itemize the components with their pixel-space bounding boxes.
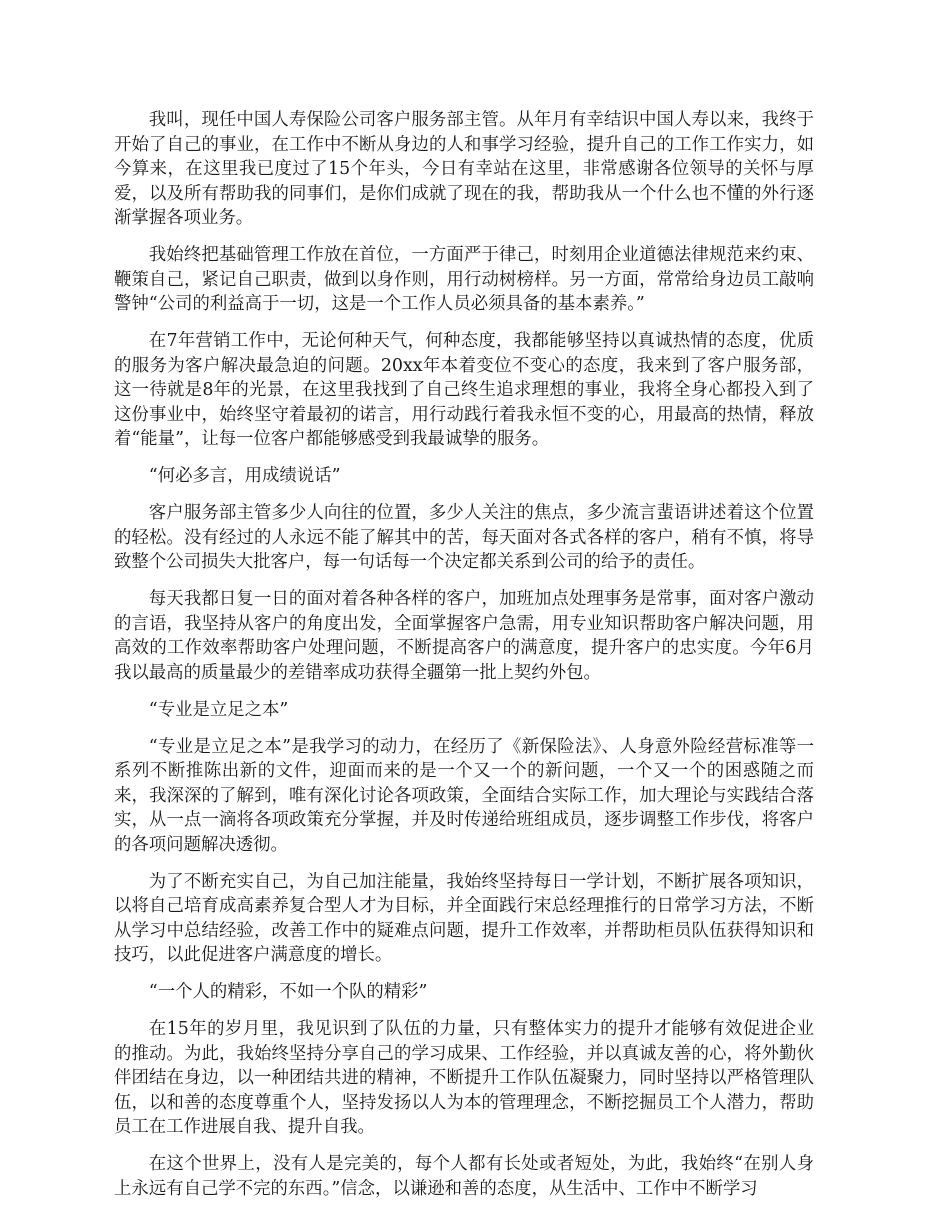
paragraph-self-improvement: 为了不断充实自己，为自己加注能量，我始终坚持每日一学计划，不断扩展各项知识，以将自己培育成高素养复合型人才为目标，并全面践行宋总经理推行的日常学习方法，不断从学习中总结经验，改善工作中的疑难点问题，提升工作效率，并帮助柜员队伍获得知识和技巧，以此促进客户满意度的增长。 bbox=[114, 871, 814, 965]
paragraph-marketing: 在7年营销工作中，无论何种天气，何种态度，我都能够坚持以真诚热情的态度，优质的服务为客户解决最急迫的问题。20xx年本着变位不变心的态度，我来到了客户服务部，这一待就是8年的光景，在这里我找到了自己终生追求理想的事业，我将全身心都投入到了这份事业中，始终坚守着最初的诺言，用行动践行着我永恒不变的心，用最高的热情，释放着“能量”，让每一位客户都能够感受到我最诚挚的服务。 bbox=[114, 331, 814, 449]
paragraph-management: 我始终把基础管理工作放在首位，一方面严于律己，时刻用企业道德法律规范来约束、鞭策自己，紧记自己职责，做到以身作则，用行动树榜样。另一方面，常常给身边员工敲响警钟“公司的利益高于一切，这是一个工作人员必须具备的基本素养。” bbox=[114, 245, 814, 314]
paragraph-daily-work: 每天我都日复一日的面对着各种各样的客户，加班加点处理事务是常事，面对客户激动的言语，我坚持从客户的角度出发，全面掌握客户急需，用专业知识帮助客户解决问题，用高效的工作效率帮助客户处理问题，不断提高客户的满意度，提升客户的忠实度。今年6月我以最高的质量最少的差错率成功获得全疆第一批上契约外包。 bbox=[114, 589, 814, 683]
paragraph-team-strength: 在15年的岁月里，我见识到了队伍的力量，只有整体实力的提升才能够有效促进企业的推动。为此，我始终坚持分享自己的学习成果、工作经验，并以真诚友善的心，将外勤伙伴团结在身边，以一种团结共进的精神，不断提升工作队伍凝聚力，同时坚持以严格管理队伍，以和善的态度尊重个人，坚持发扬以人为本的管理理念，不断挖掘员工个人潜力，帮助员工在工作进展自我、提升自我。 bbox=[114, 1019, 814, 1137]
paragraph-supervisor-role: 客户服务部主管多少人向往的位置，多少人关注的焦点，多少流言蜚语讲述着这个位置的轻松。没有经过的人永远不能了解其中的苦，每天面对各式各样的客户，稍有不慎，将导致整个公司损失大批客户，每一句话每一个决定都关系到公司的给予的责任。 bbox=[114, 503, 814, 572]
paragraph-humility: 在这个世界上，没有人是完美的，每个人都有长处或者短处，为此，我始终“在别人身上永远有自己学不完的东西。”信念，以谦逊和善的态度，从生活中、工作中不断学习 bbox=[114, 1154, 814, 1199]
paragraph-intro: 我叫，现任中国人寿保险公司客户服务部主管。从年月有幸结识中国人寿以来，我终于开始了自己的事业，在工作中不断从身边的人和事学习经验，提升自己的工作工作实力，如今算来，在这里我已度过了15个年头，今日有幸站在这里，非常感谢各位领导的关怀与厚爱，以及所有帮助我的同事们，是你们成就了现在的我，帮助我从一个什么也不懂的外行逐渐掌握各项业务。 bbox=[114, 110, 814, 228]
section-heading-professional: “专业是立足之本” bbox=[148, 699, 289, 720]
section-heading-team: “一个人的精彩，不如一个队的精彩” bbox=[148, 982, 428, 1002]
paragraph-learning-motivation: “专业是立足之本”是我学习的动力，在经历了《新保险法》、人身意外险经营标准等一系列不断推陈出新的文件，迎面而来的是一个又一个的新问题，一个又一个的困惑随之而来，我深深的了解到，唯有深化讨论各项政策，全面结合实际工作，加大理论与实践结合落实，从一点一滴将各项政策充分掌握，并及时传递给班组成员，逐步调整工作步伐，将客户的各项问题解决透彻。 bbox=[114, 736, 814, 855]
section-heading-results: “何必多言，用成绩说话” bbox=[148, 466, 341, 486]
document-body bbox=[114, 108, 814, 1214]
